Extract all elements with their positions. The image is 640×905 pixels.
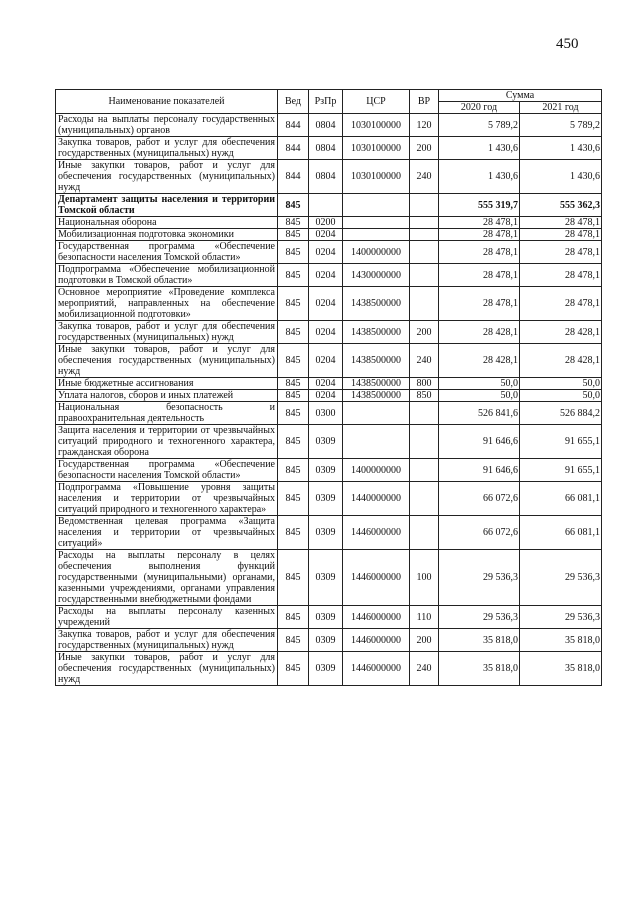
row-rzpr: 0309 xyxy=(309,425,343,459)
table-row xyxy=(56,378,602,390)
header-csr: ЦСР xyxy=(343,90,410,114)
row-vr: 240 xyxy=(410,652,439,686)
row-ved: 844 xyxy=(278,137,309,160)
row-sum-2021: 91 655,1 xyxy=(520,425,602,459)
row-sum-2020: 29 536,3 xyxy=(439,550,520,606)
row-sum-2020: 28 478,1 xyxy=(439,264,520,287)
table-row xyxy=(56,402,602,425)
row-rzpr: 0309 xyxy=(309,459,343,482)
row-name: Расходы на выплаты персоналу казенных учреждений xyxy=(56,606,278,629)
row-name: Закупка товаров, работ и услуг для обеспечения государственных (муниципальных) нужд xyxy=(56,321,278,344)
row-sum-2020: 66 072,6 xyxy=(439,482,520,516)
row-csr xyxy=(343,229,410,241)
header-year-2021: 2021 год xyxy=(520,102,602,114)
row-csr: 1030100000 xyxy=(343,137,410,160)
header-name: Наименование показателей xyxy=(56,90,278,114)
table-row xyxy=(56,482,602,516)
row-rzpr: 0309 xyxy=(309,482,343,516)
row-sum-2021: 66 081,1 xyxy=(520,516,602,550)
row-vr xyxy=(410,482,439,516)
header-rzpr: РзПр xyxy=(309,90,343,114)
row-vr xyxy=(410,241,439,264)
row-csr: 1446000000 xyxy=(343,629,410,652)
row-vr: 200 xyxy=(410,629,439,652)
row-rzpr: 0204 xyxy=(309,378,343,390)
row-ved: 845 xyxy=(278,390,309,402)
row-csr: 1446000000 xyxy=(343,516,410,550)
header-vr: ВР xyxy=(410,90,439,114)
table-header xyxy=(56,90,602,114)
row-rzpr: 0200 xyxy=(309,217,343,229)
row-rzpr: 0204 xyxy=(309,264,343,287)
table-row xyxy=(56,390,602,402)
row-csr: 1438500000 xyxy=(343,378,410,390)
row-name: Иные закупки товаров, работ и услуг для обеспечения государственных (муниципальных) нужд xyxy=(56,160,278,194)
row-rzpr: 0804 xyxy=(309,137,343,160)
row-sum-2020: 28 478,1 xyxy=(439,217,520,229)
row-rzpr: 0204 xyxy=(309,321,343,344)
row-ved: 845 xyxy=(278,378,309,390)
table-row xyxy=(56,344,602,378)
row-sum-2021: 35 818,0 xyxy=(520,652,602,686)
row-sum-2021: 28 478,1 xyxy=(520,287,602,321)
row-rzpr: 0204 xyxy=(309,344,343,378)
row-name: Расходы на выплаты персоналу государственных (муниципальных) органов xyxy=(56,114,278,137)
row-rzpr: 0204 xyxy=(309,241,343,264)
row-vr xyxy=(410,287,439,321)
table-body xyxy=(56,114,602,686)
row-rzpr xyxy=(309,194,343,217)
row-ved: 845 xyxy=(278,425,309,459)
row-vr: 100 xyxy=(410,550,439,606)
row-name: Расходы на выплаты персоналу в целях обеспечения выполнения функций государственными (муниципальными) органами, казенными учреждениями, органами управления государственными внебюджетными фондами xyxy=(56,550,278,606)
row-name: Основное мероприятие «Проведение комплекса мероприятий, направленных на обеспечение мобилизационной подготовки» xyxy=(56,287,278,321)
row-rzpr: 0204 xyxy=(309,229,343,241)
row-csr: 1446000000 xyxy=(343,652,410,686)
row-ved: 845 xyxy=(278,229,309,241)
row-vr: 240 xyxy=(410,344,439,378)
row-ved: 845 xyxy=(278,516,309,550)
row-sum-2021: 5 789,2 xyxy=(520,114,602,137)
row-vr xyxy=(410,459,439,482)
row-vr: 240 xyxy=(410,160,439,194)
row-vr xyxy=(410,516,439,550)
row-sum-2021: 35 818,0 xyxy=(520,629,602,652)
row-sum-2021: 91 655,1 xyxy=(520,459,602,482)
row-sum-2021: 526 884,2 xyxy=(520,402,602,425)
row-csr xyxy=(343,217,410,229)
row-csr: 1446000000 xyxy=(343,550,410,606)
row-ved: 845 xyxy=(278,550,309,606)
table-row xyxy=(56,516,602,550)
table-row xyxy=(56,459,602,482)
row-vr: 200 xyxy=(410,321,439,344)
row-csr: 1440000000 xyxy=(343,482,410,516)
row-sum-2020: 555 319,7 xyxy=(439,194,520,217)
row-ved: 844 xyxy=(278,114,309,137)
row-vr xyxy=(410,217,439,229)
row-csr: 1446000000 xyxy=(343,606,410,629)
table-row xyxy=(56,550,602,606)
row-vr: 800 xyxy=(410,378,439,390)
row-ved: 845 xyxy=(278,287,309,321)
table-row xyxy=(56,287,602,321)
row-csr: 1438500000 xyxy=(343,287,410,321)
table-row xyxy=(56,217,602,229)
table-row xyxy=(56,321,602,344)
row-sum-2021: 29 536,3 xyxy=(520,550,602,606)
row-sum-2021: 1 430,6 xyxy=(520,137,602,160)
table-row xyxy=(56,241,602,264)
row-csr xyxy=(343,402,410,425)
row-vr: 200 xyxy=(410,137,439,160)
row-rzpr: 0309 xyxy=(309,652,343,686)
row-vr xyxy=(410,264,439,287)
row-sum-2020: 28 428,1 xyxy=(439,344,520,378)
row-sum-2021: 50,0 xyxy=(520,378,602,390)
row-name: Национальная оборона xyxy=(56,217,278,229)
row-ved: 844 xyxy=(278,160,309,194)
row-ved: 845 xyxy=(278,606,309,629)
row-sum-2021: 66 081,1 xyxy=(520,482,602,516)
row-csr: 1438500000 xyxy=(343,321,410,344)
row-vr xyxy=(410,229,439,241)
row-name: Государственная программа «Обеспечение безопасности населения Томской области» xyxy=(56,459,278,482)
row-vr xyxy=(410,425,439,459)
row-rzpr: 0309 xyxy=(309,516,343,550)
row-vr: 110 xyxy=(410,606,439,629)
row-name: Подпрограмма «Обеспечение мобилизационной подготовки в Томской области» xyxy=(56,264,278,287)
row-csr xyxy=(343,425,410,459)
row-sum-2020: 28 478,1 xyxy=(439,241,520,264)
row-name: Иные закупки товаров, работ и услуг для обеспечения государственных (муниципальных) нужд xyxy=(56,652,278,686)
row-rzpr: 0309 xyxy=(309,629,343,652)
row-sum-2020: 91 646,6 xyxy=(439,459,520,482)
row-sum-2020: 91 646,6 xyxy=(439,425,520,459)
table-row xyxy=(56,194,602,217)
row-sum-2020: 1 430,6 xyxy=(439,137,520,160)
row-rzpr: 0300 xyxy=(309,402,343,425)
header-summa: Сумма xyxy=(439,90,602,102)
row-name: Мобилизационная подготовка экономики xyxy=(56,229,278,241)
row-sum-2020: 28 478,1 xyxy=(439,229,520,241)
row-ved: 845 xyxy=(278,459,309,482)
row-ved: 845 xyxy=(278,629,309,652)
row-sum-2020: 526 841,6 xyxy=(439,402,520,425)
table-row xyxy=(56,606,602,629)
row-csr: 1030100000 xyxy=(343,160,410,194)
row-rzpr: 0804 xyxy=(309,160,343,194)
row-sum-2020: 50,0 xyxy=(439,378,520,390)
row-ved: 845 xyxy=(278,264,309,287)
row-ved: 845 xyxy=(278,402,309,425)
row-name: Иные закупки товаров, работ и услуг для обеспечения государственных (муниципальных) нужд xyxy=(56,344,278,378)
table-row xyxy=(56,264,602,287)
table-row xyxy=(56,425,602,459)
row-name: Национальная безопасность и правоохранительная деятельность xyxy=(56,402,278,425)
row-sum-2021: 1 430,6 xyxy=(520,160,602,194)
table-row xyxy=(56,229,602,241)
row-sum-2020: 66 072,6 xyxy=(439,516,520,550)
row-rzpr: 0204 xyxy=(309,287,343,321)
row-name: Ведомственная целевая программа «Защита населения и территории от чрезвычайных ситуаций» xyxy=(56,516,278,550)
row-csr: 1438500000 xyxy=(343,390,410,402)
row-sum-2021: 28 428,1 xyxy=(520,344,602,378)
row-vr: 120 xyxy=(410,114,439,137)
row-sum-2020: 28 478,1 xyxy=(439,287,520,321)
row-ved: 845 xyxy=(278,241,309,264)
table-row xyxy=(56,114,602,137)
table-row xyxy=(56,629,602,652)
row-vr xyxy=(410,402,439,425)
row-ved: 845 xyxy=(278,344,309,378)
row-rzpr: 0309 xyxy=(309,550,343,606)
row-vr: 850 xyxy=(410,390,439,402)
row-sum-2021: 28 428,1 xyxy=(520,321,602,344)
row-name: Закупка товаров, работ и услуг для обеспечения государственных (муниципальных) нужд xyxy=(56,137,278,160)
row-sum-2021: 29 536,3 xyxy=(520,606,602,629)
row-csr: 1430000000 xyxy=(343,264,410,287)
row-sum-2020: 5 789,2 xyxy=(439,114,520,137)
row-name: Закупка товаров, работ и услуг для обеспечения государственных (муниципальных) нужд xyxy=(56,629,278,652)
row-sum-2021: 28 478,1 xyxy=(520,217,602,229)
row-rzpr: 0309 xyxy=(309,606,343,629)
row-name: Государственная программа «Обеспечение безопасности населения Томской области» xyxy=(56,241,278,264)
row-sum-2021: 28 478,1 xyxy=(520,264,602,287)
row-csr: 1400000000 xyxy=(343,459,410,482)
row-name: Уплата налогов, сборов и иных платежей xyxy=(56,390,278,402)
row-rzpr: 0804 xyxy=(309,114,343,137)
row-sum-2020: 35 818,0 xyxy=(439,629,520,652)
row-ved: 845 xyxy=(278,217,309,229)
row-name: Иные бюджетные ассигнования xyxy=(56,378,278,390)
row-sum-2020: 35 818,0 xyxy=(439,652,520,686)
row-sum-2020: 50,0 xyxy=(439,390,520,402)
header-ved: Вед xyxy=(278,90,309,114)
row-csr xyxy=(343,194,410,217)
row-sum-2021: 555 362,3 xyxy=(520,194,602,217)
budget-table xyxy=(55,89,602,686)
row-vr xyxy=(410,194,439,217)
table-row xyxy=(56,652,602,686)
row-ved: 845 xyxy=(278,482,309,516)
row-csr: 1438500000 xyxy=(343,344,410,378)
row-sum-2020: 1 430,6 xyxy=(439,160,520,194)
header-year-2020: 2020 год xyxy=(439,102,520,114)
row-rzpr: 0204 xyxy=(309,390,343,402)
row-ved: 845 xyxy=(278,194,309,217)
row-ved: 845 xyxy=(278,321,309,344)
table-row xyxy=(56,160,602,194)
row-sum-2020: 28 428,1 xyxy=(439,321,520,344)
table-row xyxy=(56,137,602,160)
row-csr: 1030100000 xyxy=(343,114,410,137)
row-sum-2021: 28 478,1 xyxy=(520,229,602,241)
row-name: Подпрограмма «Повышение уровня защиты населения и территории от чрезвычайных ситуаций природного и техногенного характера» xyxy=(56,482,278,516)
row-sum-2021: 28 478,1 xyxy=(520,241,602,264)
row-sum-2021: 50,0 xyxy=(520,390,602,402)
row-sum-2020: 29 536,3 xyxy=(439,606,520,629)
row-name: Департамент защиты населения и территории Томской области xyxy=(56,194,278,217)
row-csr: 1400000000 xyxy=(343,241,410,264)
page-number: 450 xyxy=(556,36,579,52)
row-ved: 845 xyxy=(278,652,309,686)
row-name: Защита населения и территории от чрезвычайных ситуаций природного и техногенного характера, гражданская оборона xyxy=(56,425,278,459)
